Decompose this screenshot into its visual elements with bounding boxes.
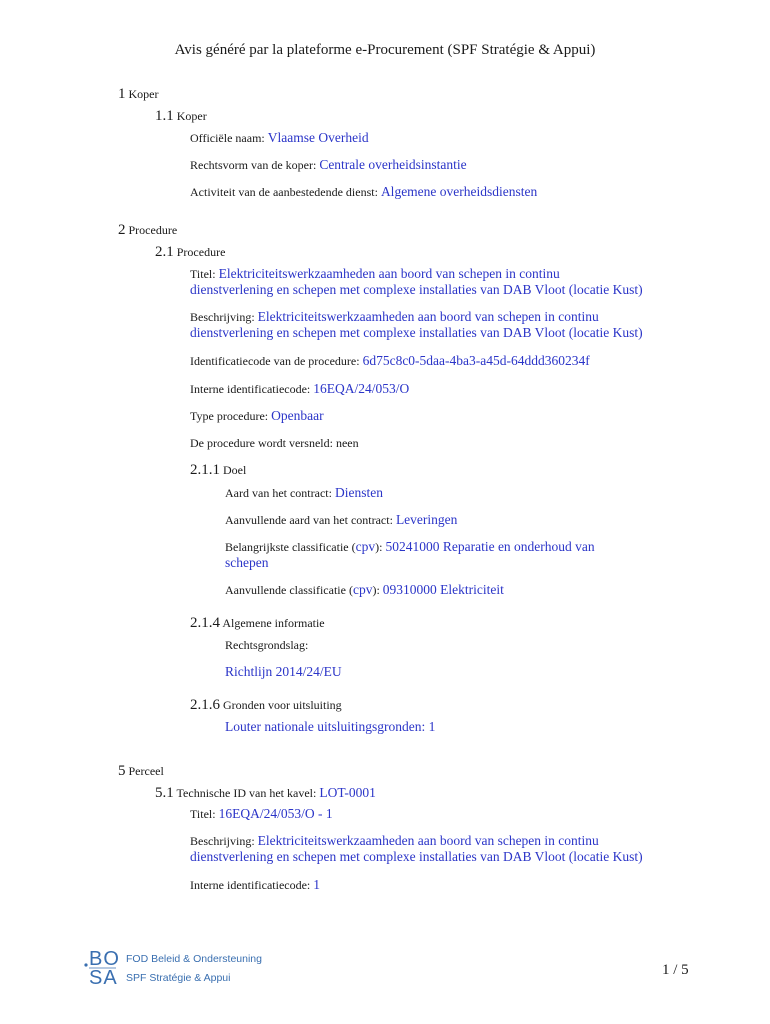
procedure-description-field: Beschrijving: Elektriciteitswerkzaamheden aan boord van schepen in continu dienstverlening en schepen met complexe installaties van DAB Vloot (locatie Kust) xyxy=(190,309,643,340)
logo-org-fr: SPF Stratégie & Appui xyxy=(126,972,231,984)
bosa-logo xyxy=(84,946,284,996)
section-5-1-heading: 5.1 Technische ID van het kavel: LOT-0001 xyxy=(155,785,376,801)
logo-dot-icon xyxy=(84,963,87,966)
section-2-1-heading: 2.1 Procedure xyxy=(155,244,226,260)
procedure-title-field: Titel: Elektriciteitswerkzaamheden aan boord van schepen in continu dienstverlening en schepen met complexe installaties van DAB Vloot (locatie Kust) xyxy=(190,266,643,297)
main-classification-field: Belangrijkste classificatie (cpv): 50241000 Reparatie en onderhoud van schepen xyxy=(225,539,595,570)
bosa-logo-graphic xyxy=(84,946,284,996)
legal-basis-label: Rechtsgrondslag: xyxy=(225,638,309,652)
logo-bottom-text: SA xyxy=(89,967,118,989)
procedure-type-field: Type procedure: Openbaar xyxy=(190,408,324,423)
additional-classification-field: Aanvullende classificatie (cpv): 09310000 Elektriciteit xyxy=(225,582,504,597)
section-2-heading: 2 Procedure xyxy=(118,222,178,238)
section-2-1-6-heading: 2.1.6 Gronden voor uitsluiting xyxy=(190,697,342,713)
page-number: 1 / 5 xyxy=(662,962,689,978)
procedure-id-field: Identificatiecode van de procedure: 6d75c8c0-5daa-4ba3-a45d-64ddd360234f xyxy=(190,353,590,368)
lot-description-field: Beschrijving: Elektriciteitswerkzaamheden aan boord van schepen in continu dienstverlening en schepen met complexe installaties van DAB Vloot (locatie Kust) xyxy=(190,833,643,864)
section-2-1-1-heading: 2.1.1 Doel xyxy=(190,462,247,478)
lot-title-field: Titel: 16EQA/24/053/O - 1 xyxy=(190,806,333,821)
section-1-heading: 1 Koper xyxy=(118,86,159,102)
contract-nature-field: Aard van het contract: Diensten xyxy=(225,485,383,500)
internal-id-field: Interne identificatiecode: 16EQA/24/053/O xyxy=(190,381,410,396)
logo-top-text: BO xyxy=(89,948,120,970)
section-2-1-4-heading: 2.1.4 Algemene informatie xyxy=(190,615,325,631)
additional-nature-field: Aanvullende aard van het contract: Leveringen xyxy=(225,512,458,527)
section-1-1-heading: 1.1 Koper xyxy=(155,108,207,124)
legal-form-field: Rechtsvorm van de koper: Centrale overheidsinstantie xyxy=(190,157,467,172)
page-header: Avis généré par la plateforme e-Procurement (SPF Stratégie & Appui) xyxy=(174,42,596,58)
exclusion-grounds-value: Louter nationale uitsluitingsgronden: 1 xyxy=(225,719,436,734)
accelerated-field: De procedure wordt versneld: neen xyxy=(190,436,359,450)
official-name-field: Officiële naam: Vlaamse Overheid xyxy=(190,130,369,145)
lot-internal-id-field: Interne identificatiecode: 1 xyxy=(190,877,321,892)
legal-basis-value: Richtlijn 2014/24/EU xyxy=(225,664,342,679)
logo-org-nl: FOD Beleid & Ondersteuning xyxy=(126,953,262,965)
section-5-heading: 5 Perceel xyxy=(118,763,164,779)
activity-field: Activiteit van de aanbestedende dienst: Algemene overheidsdiensten xyxy=(190,184,538,199)
